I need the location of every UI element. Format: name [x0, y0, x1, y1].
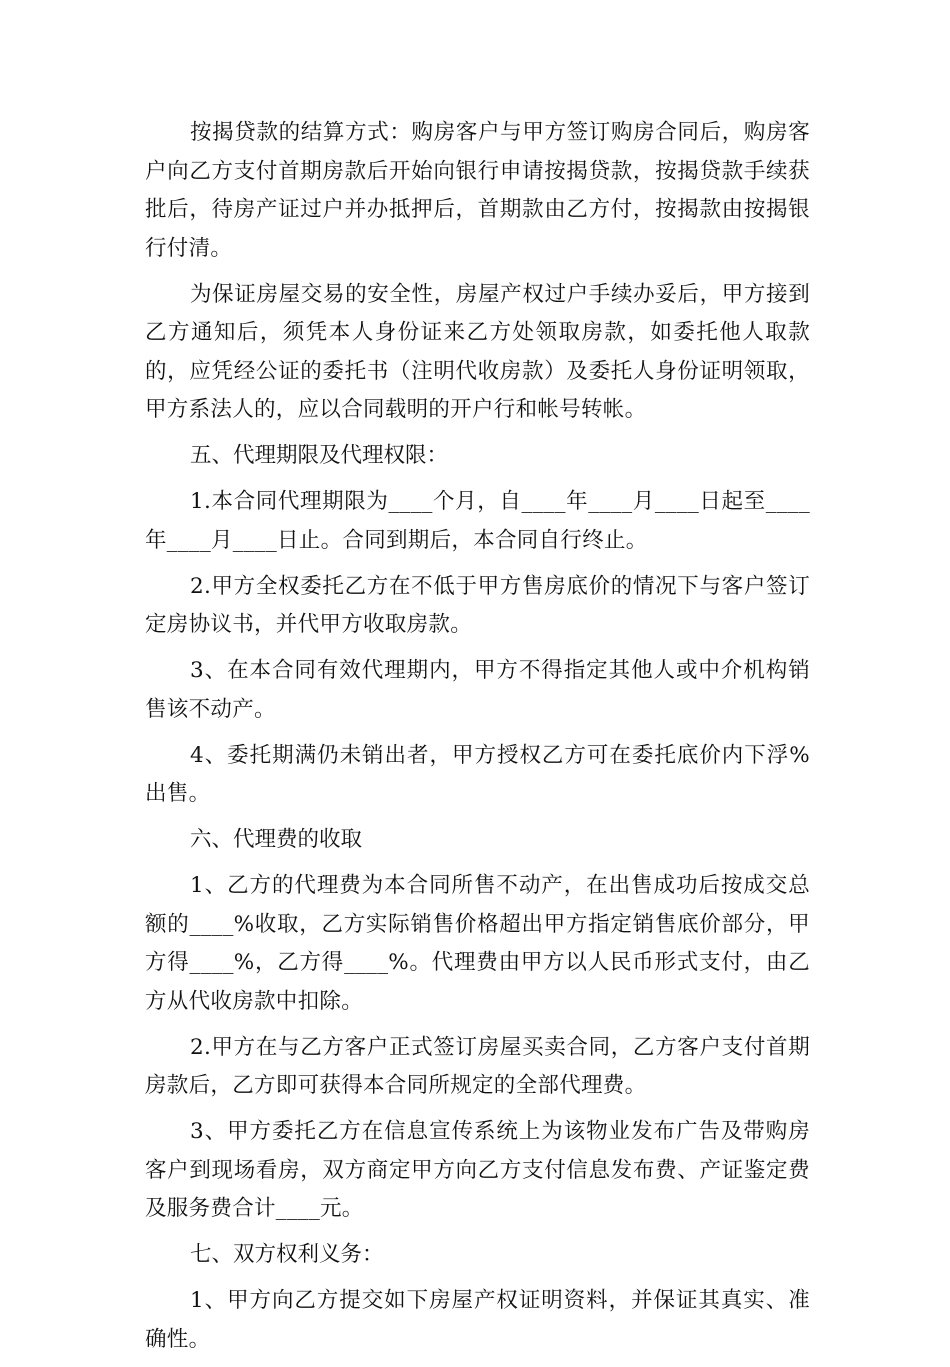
agency-term-clause-3: 3、在本合同有效代理期内，甲方不得指定其他人或中介机构销售该不动产。 — [145, 658, 810, 722]
settlement-paragraph: 按揭贷款的结算方式：购房客户与甲方签订购房合同后，购房客户向乙方支付首期房款后开始向银行申请按揭贷款，按揭贷款手续获批后，待房产证过户并办抵押后，首期款由乙方付，按揭款由按揭银行付清。 — [145, 120, 810, 261]
section-heading-agency-term: 五、代理期限及代理权限： — [190, 443, 449, 468]
agency-term-clause-2: 2.甲方全权委托乙方在不低于甲方售房底价的情况下与客户签订定房协议书，并代甲方收取房款。 — [145, 573, 810, 637]
agency-term-clause-1: 1.本合同代理期限为____个月，自____年____月____日起至____年____月____日止。合同到期后，本合同自行终止。 — [145, 489, 810, 553]
agency-term-clause-4: 4、委托期满仍未销出者，甲方授权乙方可在委托底价内下浮%出售。 — [145, 742, 810, 806]
agency-fee-clause-2: 2.甲方在与乙方客户正式签订房屋买卖合同，乙方客户支付首期房款后，乙方即可获得本合同所规定的全部代理费。 — [145, 1034, 810, 1098]
agency-fee-clause-1: 1、乙方的代理费为本合同所售不动产，在出售成功后按成交总额的____%收取，乙方实际销售价格超出甲方指定销售底价部分，甲方得____%，乙方得____%。代理费由甲方以人民币形式支付，由乙方从代收房款中扣除。 — [145, 873, 810, 1014]
section-heading-agency-fee: 六、代理费的收取 — [190, 827, 363, 852]
section-heading-rights-obligations: 七、双方权利义务： — [190, 1242, 384, 1267]
rights-obligations-clause-1: 1、甲方向乙方提交如下房屋产权证明资料，并保证其真实、准确性。 — [145, 1288, 810, 1352]
document-page — [145, 114, 810, 1367]
agency-fee-clause-3: 3、甲方委托乙方在信息宣传系统上为该物业发布广告及带购房客户到现场看房，双方商定甲方向乙方支付信息发布费、产证鉴定费及服务费合计____元。 — [145, 1119, 810, 1221]
transaction-safety-paragraph: 为保证房屋交易的安全性，房屋产权过户手续办妥后，甲方接到乙方通知后，须凭本人身份证来乙方处领取房款，如委托他人取款的，应凭经公证的委托书（注明代收房款）及委托人身份证明领取，甲方系法人的，应以合同载明的开户行和帐号转帐。 — [145, 281, 810, 422]
